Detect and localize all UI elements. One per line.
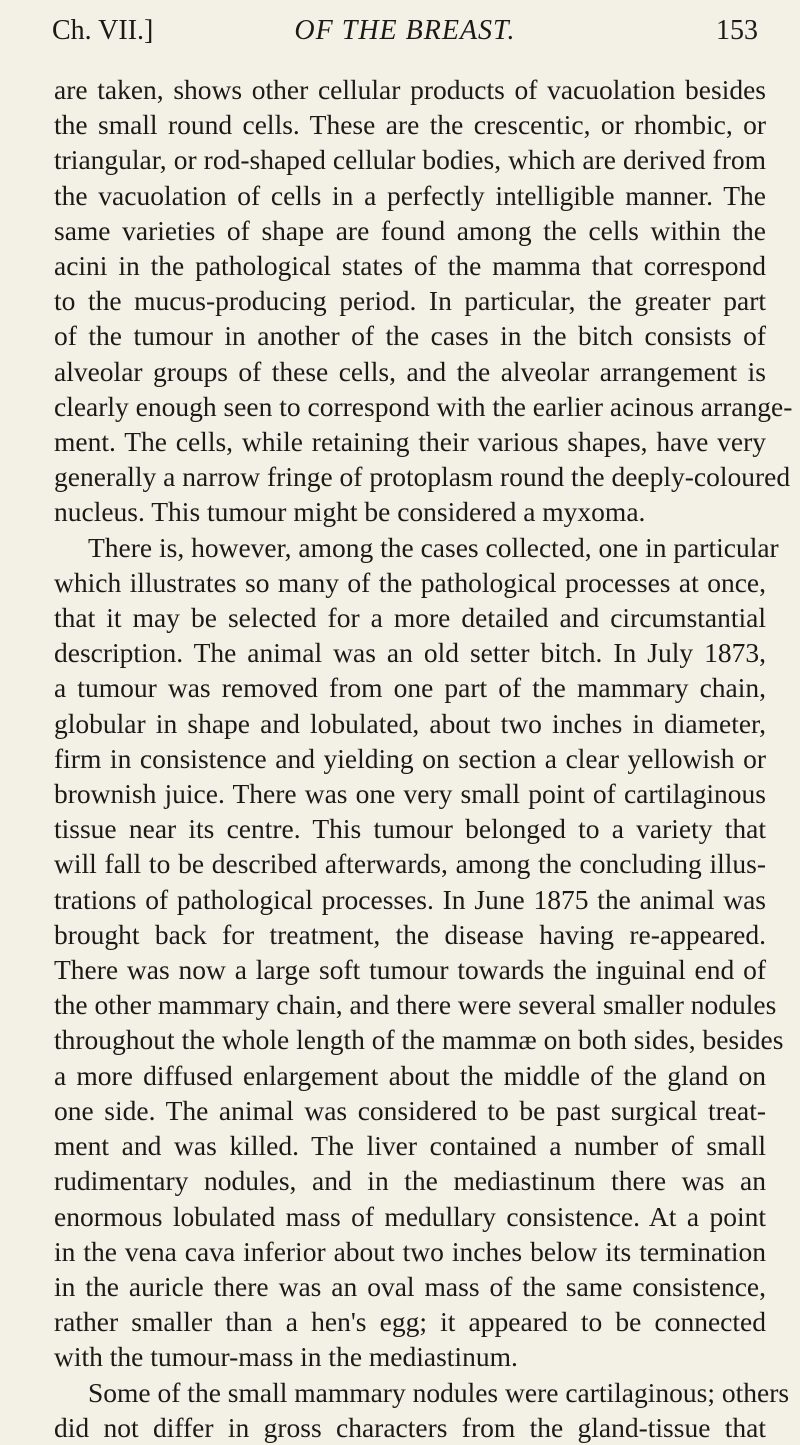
text-line: are taken, shows other cellular products of vacuolation besides — [54, 74, 766, 105]
running-title: OF THE BREAST. — [294, 15, 516, 46]
text-line: brownish juice. There was one very small point of cartilaginous — [54, 778, 766, 810]
text-line: enormous lobulated mass of medullary consistence. At a point — [54, 1200, 766, 1232]
text-line: There was now a large soft tumour towards the inguinal end of — [54, 954, 766, 986]
text-line: same varieties of shape are found among the cells within the — [54, 214, 766, 246]
text-line: trations of pathological processes. In June 1875 the animal was — [54, 883, 766, 915]
text-line: There is, however, among the cases collected, one in particular — [88, 531, 779, 563]
text-line: ment. The cells, while retaining their various shapes, have very — [54, 426, 766, 458]
text-line: acini in the pathological states of the mamma that correspond — [54, 250, 766, 282]
text-line: a tumour was removed from one part of the mammary chain, — [54, 672, 766, 704]
text-line: in the auricle there was an oval mass of the same consistence, — [54, 1270, 766, 1302]
text-line: the vacuolation of cells in a perfectly intelligible manner. The — [54, 179, 766, 211]
text-line: which illustrates so many of the pathological processes at once, — [54, 566, 766, 598]
text-line: Some of the small mammary nodules were cartilaginous; others — [88, 1376, 790, 1408]
text-line: that it may be selected for a more detailed and circumstantial — [54, 602, 766, 634]
text-line: of the tumour in another of the cases in the bitch consists of — [54, 320, 766, 352]
text-line: tissue near its centre. This tumour belonged to a variety that — [54, 813, 766, 845]
text-line: to the mucus-producing period. In particular, the greater part — [54, 285, 766, 317]
text-line: globular in shape and lobulated, about two inches in diameter, — [54, 707, 766, 739]
page-number: 153 — [716, 15, 758, 46]
body-text — [54, 72, 793, 1445]
text-line: generally a narrow fringe of protoplasm round the deeply-coloured — [54, 461, 791, 493]
text-line: the other mammary chain, and there were several smaller nodules — [54, 989, 777, 1021]
text-line: rudimentary nodules, and in the mediastinum there was an — [54, 1165, 766, 1197]
text-line: in the vena cava inferior about two inches below its termination — [54, 1235, 766, 1267]
text-line: rather smaller than a hen's egg; it appeared to be connected — [54, 1306, 766, 1338]
text-line: one side. The animal was considered to be past surgical treat- — [54, 1094, 766, 1126]
text-line: description. The animal was an old setter bitch. In July 1873, — [54, 637, 766, 669]
text-line: brought back for treatment, the disease having re-appeared. — [54, 918, 766, 950]
text-line: firm in consistence and yielding on section a clear yellowish or — [54, 742, 766, 774]
text-line: with the tumour-mass in the mediastinum. — [54, 1341, 518, 1373]
text-line: will fall to be described afterwards, among the concluding illus- — [54, 848, 766, 880]
text-line: throughout the whole length of the mammæ on both sides, besides — [54, 1024, 784, 1056]
text-line: the small round cells. These are the crescentic, or rhombic, or — [54, 109, 766, 141]
text-line: nucleus. This tumour might be considered a myxoma. — [54, 496, 646, 528]
chapter-reference: Ch. VII.] — [52, 15, 154, 46]
text-line: triangular, or rod-shaped cellular bodies, which are derived from — [54, 144, 766, 176]
text-line: alveolar groups of these cells, and the alveolar arrangement is — [54, 355, 766, 387]
running-head — [52, 14, 758, 48]
text-line: ment and was killed. The liver contained a number of small — [54, 1130, 766, 1162]
text-line: a more diffused enlargement about the middle of the gland on — [54, 1059, 766, 1091]
text-line: did not differ in gross characters from the gland-tissue that — [54, 1411, 766, 1443]
text-line: clearly enough seen to correspond with the earlier acinous arrange- — [54, 390, 793, 422]
